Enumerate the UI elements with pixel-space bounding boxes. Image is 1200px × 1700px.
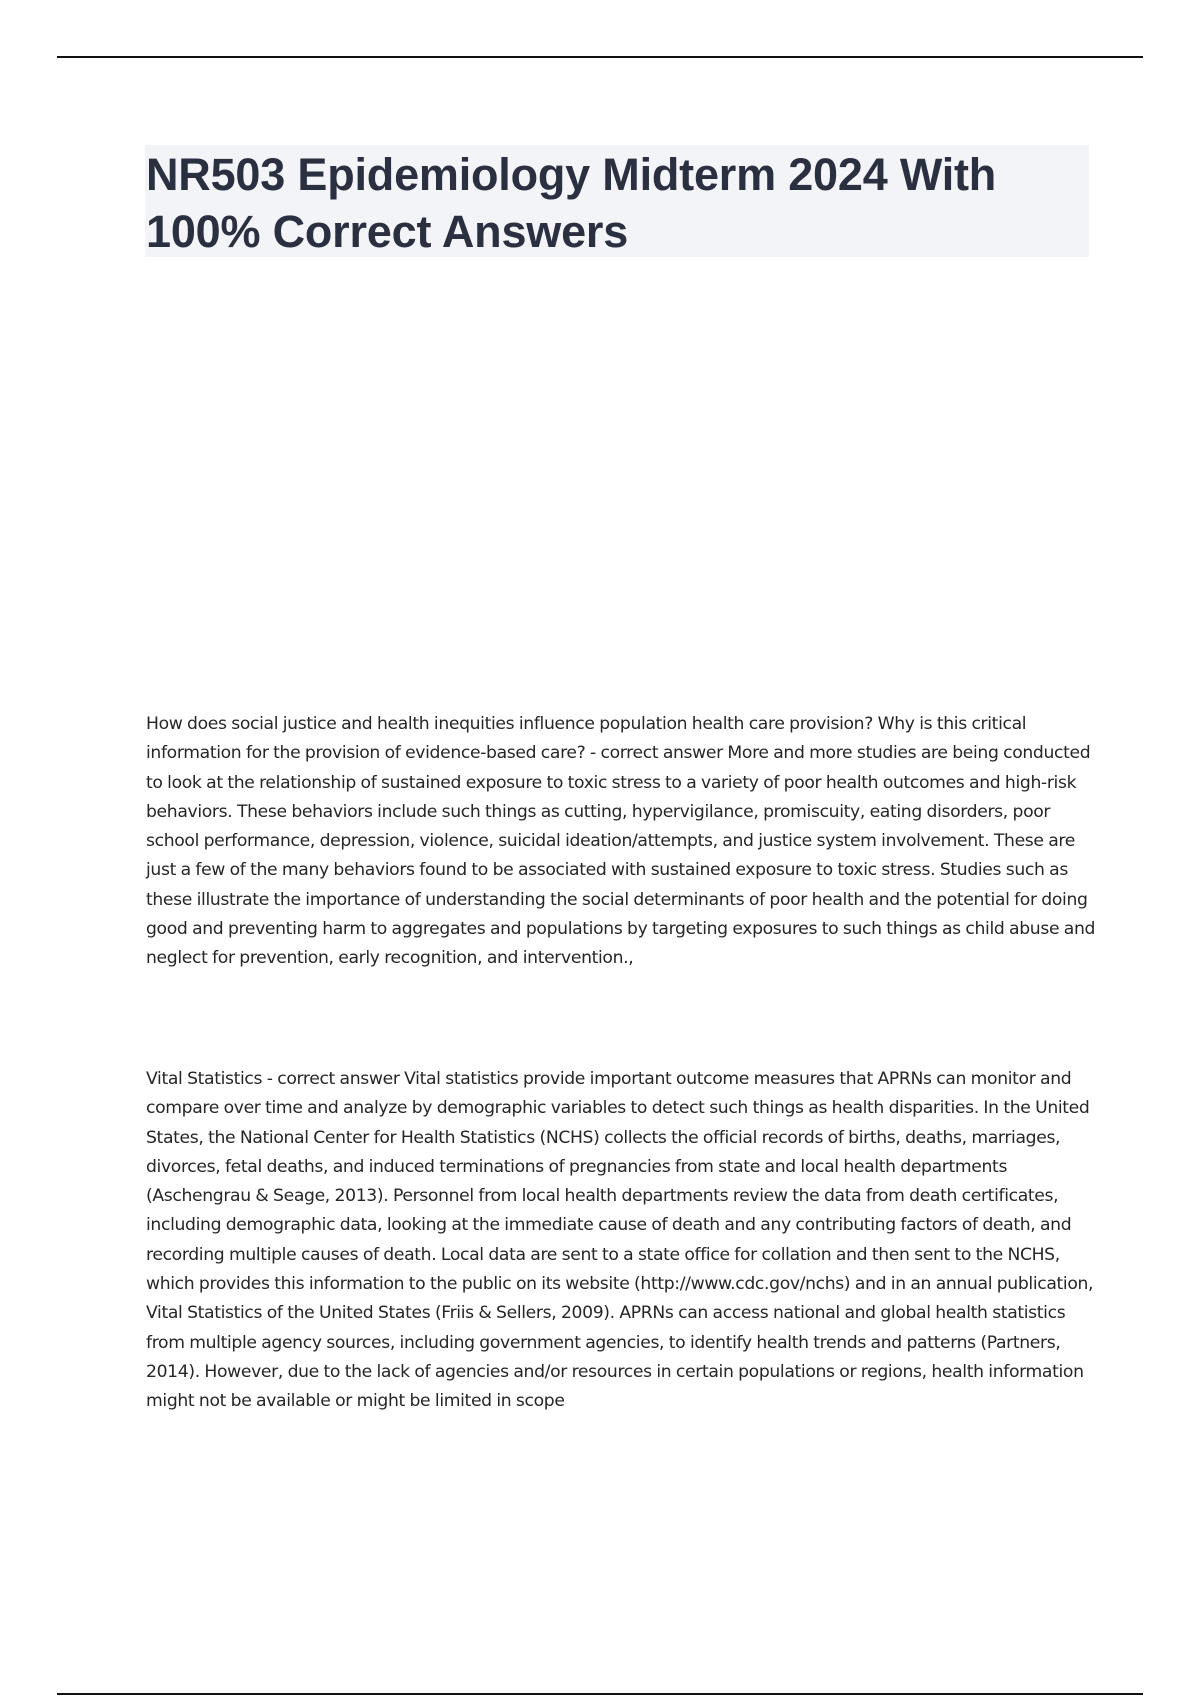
question-answer-1: How does social justice and health inequities influence population health care provision? Why is this critical information for the provision of evidence-based care? - correct answer More and more studies are being conducted to look at the relationship of sustained exposure to toxic stress to a variety of poor health outcomes and high-risk behaviors. These behaviors include such things as cutting, hypervigilance, promiscuity, eating disorders, poor school performance, depression, violence, suicidal ideation/attempts, and justice system involvement. These are just a few of the many behaviors found to be associated with sustained exposure to toxic stress. Studies such as these illustrate the importance of understanding the social determinants of poor health and the potential for doing good and preventing harm to aggregates and populations by targeting exposures to such things as child abuse and neglect for prevention, early recognition, and intervention., [146, 714, 1096, 969]
question-answer-2: Vital Statistics - correct answer Vital statistics provide important outcome measures that APRNs can monitor and compare over time and analyze by demographic variables to detect such things as health disparities. In the United States, the National Center for Health Statistics (NCHS) collects the official records of births, deaths, marriages, divorces, fetal deaths, and induced terminations of pregnancies from state and local health departments (Aschengrau & Seage, 2013). Personnel from local health departments review the data from death certificates, including demographic data, looking at the immediate cause of death and any contributing factors of death, and recording multiple causes of death. Local data are sent to a state office for collation and then sent to the NCHS, which provides this information to the public on its website (http://www.cdc.gov/nchs) and in an annual publication, Vital Statistics of the United States (Friis & Sellers, 2009). APRNs can access national and global health statistics from multiple agency sources, including government agencies, to identify health trends and patterns (Partners, 2014). However, due to the lack of agencies and/or resources in certain populations or regions, health information might not be available or might be limited in scope [146, 1069, 1094, 1412]
bottom-divider [57, 1693, 1143, 1695]
page-title: NR503 Epidemiology Midterm 2024 With 100% Correct Answers [146, 149, 997, 257]
top-divider [57, 56, 1143, 58]
